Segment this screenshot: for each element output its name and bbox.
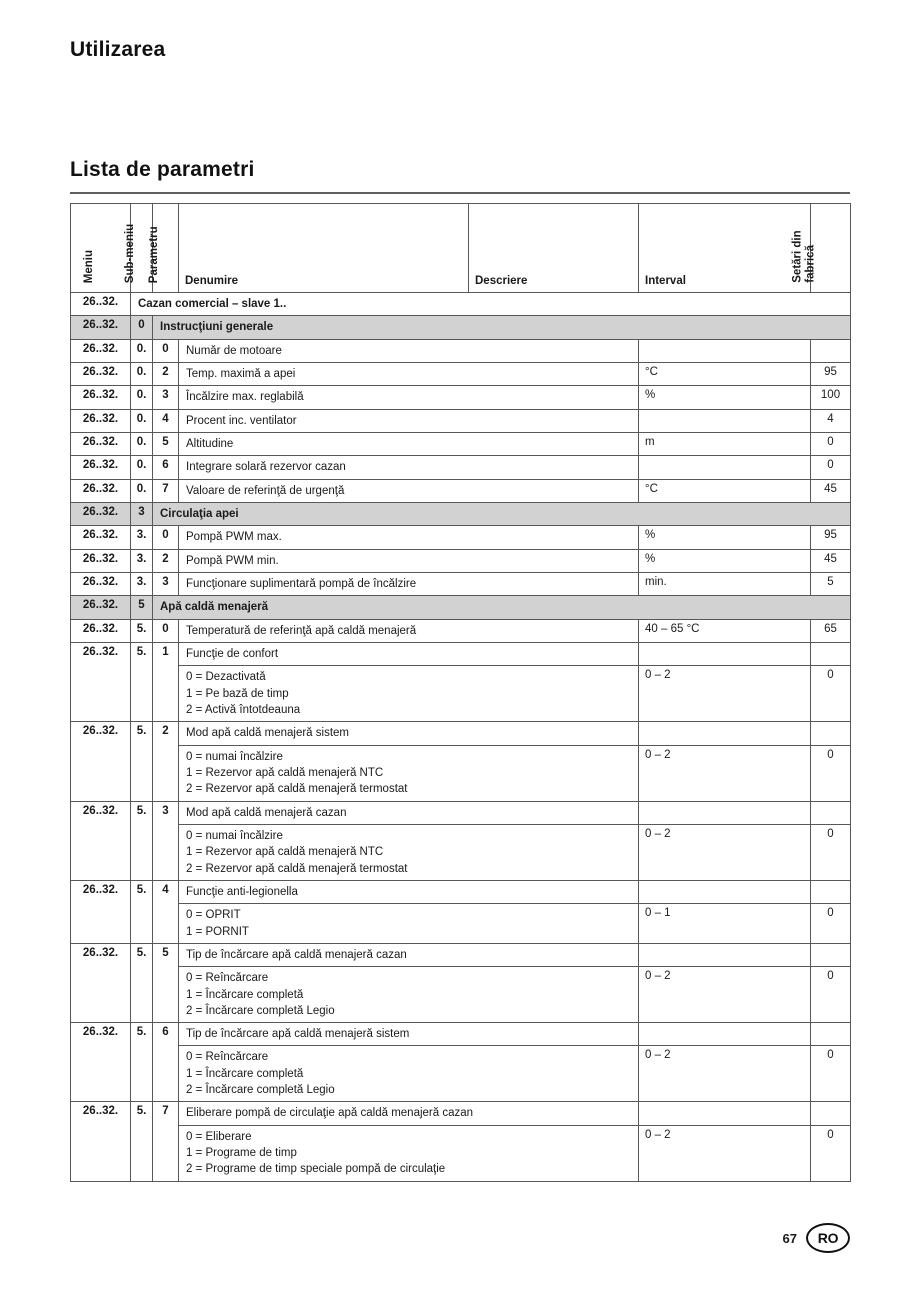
- cell-range: min.: [639, 572, 811, 595]
- option-line: 0 = numai încălzire: [186, 750, 283, 763]
- cell-range: %: [639, 526, 811, 549]
- cell-parameter: 7: [153, 479, 179, 502]
- cell-parameter: 6: [153, 456, 179, 479]
- cell-parameter: 6: [153, 1023, 179, 1102]
- option-line: 1 = Rezervor apă caldă menajeră NTC: [186, 766, 384, 779]
- cell-range: %: [639, 386, 811, 409]
- table-row: [71, 943, 851, 966]
- cell-menu: 26..32.: [71, 362, 131, 385]
- table-row-options: [71, 824, 851, 880]
- cell-parameter: 0: [153, 339, 179, 362]
- cell-parameter: 5: [153, 432, 179, 455]
- option-line: 2 = Încărcare completă Legio: [186, 1004, 335, 1017]
- cell-options: [179, 666, 639, 722]
- table-row: [71, 619, 851, 642]
- cell-submenu: 5.: [131, 1023, 153, 1102]
- option-line: 2 = Activă întotdeauna: [186, 703, 301, 716]
- cell-submenu: 5.: [131, 880, 153, 943]
- cell-menu: 26..32.: [71, 339, 131, 362]
- table-row-options: [71, 745, 851, 801]
- cell-factory-empty: [811, 1023, 851, 1046]
- cell-menu: 26..32.: [71, 432, 131, 455]
- cell-group-title: Circulaţia apei: [153, 502, 851, 525]
- cell-menu: 26..32.: [71, 316, 131, 339]
- cell-submenu: 0.: [131, 409, 153, 432]
- cell-name: Temperatură de referinţă apă caldă menajeră: [179, 619, 639, 642]
- cell-parameter: 3: [153, 801, 179, 880]
- cell-range-empty: [639, 722, 811, 745]
- option-line: 0 = Reîncărcare: [186, 1051, 269, 1064]
- cell-name: Temp. maximă a apei: [179, 362, 639, 385]
- cell-submenu: 0.: [131, 386, 153, 409]
- cell-menu: 26..32.: [71, 572, 131, 595]
- header-label-menu: Meniu: [82, 249, 95, 283]
- cell-submenu: 5.: [131, 943, 153, 1022]
- header-cell-parameter: [147, 204, 179, 293]
- cell-range: °C: [639, 362, 811, 385]
- cell-menu: 26..32.: [71, 596, 131, 619]
- cell-range: [639, 339, 811, 362]
- cell-factory: 0: [811, 904, 851, 944]
- cell-factory: 45: [811, 549, 851, 572]
- cell-parameter: 4: [153, 880, 179, 943]
- cell-name: Tip de încărcare apă caldă menajeră cazan: [179, 943, 639, 966]
- option-line: 2 = Încărcare completă Legio: [186, 1084, 335, 1097]
- cell-name: Pompă PWM max.: [179, 526, 639, 549]
- table-row: [71, 722, 851, 745]
- cell-name: Mod apă caldă menajeră sistem: [179, 722, 639, 745]
- cell-factory: 95: [811, 362, 851, 385]
- cell-name: Încălzire max. reglabilă: [179, 386, 639, 409]
- cell-parameter: 3: [153, 386, 179, 409]
- cell-group-title: Apă caldă menajeră: [153, 596, 851, 619]
- cell-parameter: 1: [153, 642, 179, 721]
- cell-factory: 0: [811, 745, 851, 801]
- table-row-group: [71, 596, 851, 619]
- option-line: 0 = Dezactivată: [186, 671, 266, 684]
- option-line: 2 = Rezervor apă caldă menajeră termostat: [186, 783, 408, 796]
- cell-menu: 26..32.: [71, 880, 131, 943]
- cell-name: Funcţionare suplimentară pompă de încălzire: [179, 572, 639, 595]
- cell-submenu: 5.: [131, 722, 153, 801]
- page-footer: [783, 1223, 850, 1253]
- cell-range: 0 – 2: [639, 666, 811, 722]
- cell-parameter: 0: [153, 526, 179, 549]
- cell-factory: 0: [811, 1046, 851, 1102]
- cell-parameter: 5: [153, 943, 179, 1022]
- cell-menu: 26..32.: [71, 943, 131, 1022]
- cell-menu: 26..32.: [71, 722, 131, 801]
- cell-submenu: 5.: [131, 1102, 153, 1181]
- cell-submenu: 5.: [131, 642, 153, 721]
- cell-menu: 26..32.: [71, 479, 131, 502]
- cell-menu: 26..32.: [71, 549, 131, 572]
- table-row-group: [71, 316, 851, 339]
- option-line: 0 = Reîncărcare: [186, 972, 269, 985]
- table-row: [71, 801, 851, 824]
- cell-submenu: 3.: [131, 572, 153, 595]
- section-title: Lista de parametri: [70, 158, 255, 181]
- cell-range-empty: [639, 880, 811, 903]
- cell-factory: 4: [811, 409, 851, 432]
- header-label-factory: Setări din fabrică: [790, 230, 816, 283]
- table-row: [71, 339, 851, 362]
- cell-name: Funcţie de confort: [179, 642, 639, 665]
- option-line: 1 = PORNIT: [186, 925, 249, 938]
- cell-submenu: 0: [131, 316, 153, 339]
- cell-range: %: [639, 549, 811, 572]
- table-row-options: [71, 967, 851, 1023]
- chapter-title: Utilizarea: [70, 38, 166, 61]
- cell-parameter: 0: [153, 619, 179, 642]
- cell-options: [179, 1046, 639, 1102]
- table-row-options: [71, 666, 851, 722]
- cell-menu: 26..32.: [71, 526, 131, 549]
- cell-name: Număr de motoare: [179, 339, 639, 362]
- cell-submenu: 0.: [131, 479, 153, 502]
- cell-range: 0 – 2: [639, 967, 811, 1023]
- cell-submenu: 5.: [131, 801, 153, 880]
- table-row: [71, 456, 851, 479]
- cell-submenu: 0.: [131, 456, 153, 479]
- cell-factory-empty: [811, 801, 851, 824]
- table-body: [71, 293, 851, 1182]
- cell-factory: 65: [811, 619, 851, 642]
- header-cell-menu: [71, 204, 131, 293]
- cell-range: m: [639, 432, 811, 455]
- cell-options: [179, 967, 639, 1023]
- option-line: 1 = Încărcare completă: [186, 988, 304, 1001]
- cell-options: [179, 824, 639, 880]
- header-label-parameter: Parametru: [147, 226, 160, 283]
- cell-range: 0 – 2: [639, 824, 811, 880]
- cell-range: 40 – 65 °C: [639, 619, 811, 642]
- cell-factory: 0: [811, 967, 851, 1023]
- cell-name: Integrare solară rezervor cazan: [179, 456, 639, 479]
- table-row: [71, 1102, 851, 1125]
- cell-menu: 26..32.: [71, 801, 131, 880]
- cell-parameter: 7: [153, 1102, 179, 1181]
- cell-name: Pompă PWM min.: [179, 549, 639, 572]
- header-cell-range: [639, 204, 811, 293]
- header-label-submenu: Sub-meniu: [123, 223, 136, 283]
- cell-submenu: 0.: [131, 339, 153, 362]
- section-divider: [70, 192, 850, 194]
- cell-submenu: 3: [131, 502, 153, 525]
- cell-factory: 100: [811, 386, 851, 409]
- header-label-range: Interval: [645, 275, 686, 287]
- cell-parameter: 3: [153, 572, 179, 595]
- cell-factory-empty: [811, 1102, 851, 1125]
- cell-submenu: 0.: [131, 432, 153, 455]
- cell-menu: 26..32.: [71, 502, 131, 525]
- cell-range-empty: [639, 1023, 811, 1046]
- cell-options: [179, 904, 639, 944]
- cell-name: Funcţie anti-legionella: [179, 880, 639, 903]
- cell-range-empty: [639, 642, 811, 665]
- option-line: 0 = OPRIT: [186, 909, 241, 922]
- cell-range-empty: [639, 943, 811, 966]
- cell-range: [639, 456, 811, 479]
- cell-name: Valoare de referinţă de urgenţă: [179, 479, 639, 502]
- cell-range: 0 – 1: [639, 904, 811, 944]
- option-line: 0 = Eliberare: [186, 1130, 252, 1143]
- header-cell-description: [469, 204, 639, 293]
- cell-factory: 0: [811, 666, 851, 722]
- cell-range: °C: [639, 479, 811, 502]
- header-label-description: Descriere: [475, 275, 528, 287]
- table-row-options: [71, 1046, 851, 1102]
- header-cell-name: [179, 204, 469, 293]
- cell-range: 0 – 2: [639, 1046, 811, 1102]
- header-row: [71, 204, 851, 293]
- parameter-table: [70, 203, 851, 1182]
- table-row: [71, 572, 851, 595]
- cell-factory-empty: [811, 943, 851, 966]
- option-line: 1 = Programe de timp: [186, 1147, 297, 1160]
- cell-factory: 0: [811, 432, 851, 455]
- cell-name: Tip de încărcare apă caldă menajeră sistem: [179, 1023, 639, 1046]
- cell-factory: 0: [811, 824, 851, 880]
- table-row-options: [71, 1125, 851, 1181]
- cell-submenu: 5: [131, 596, 153, 619]
- cell-range-empty: [639, 1102, 811, 1125]
- cell-parameter: 2: [153, 549, 179, 572]
- language-badge: RO: [806, 1223, 850, 1253]
- cell-menu: 26..32.: [71, 409, 131, 432]
- cell-menu: 26..32.: [71, 1102, 131, 1181]
- option-line: 2 = Rezervor apă caldă menajeră termostat: [186, 862, 408, 875]
- cell-submenu: 3.: [131, 549, 153, 572]
- option-line: 1 = Încărcare completă: [186, 1067, 304, 1080]
- table-row: [71, 362, 851, 385]
- table-row: [71, 549, 851, 572]
- table-row-options: [71, 904, 851, 944]
- table-row: [71, 1023, 851, 1046]
- cell-name: Altitudine: [179, 432, 639, 455]
- header-cell-factory: [790, 204, 851, 293]
- option-line: 0 = numai încălzire: [186, 829, 283, 842]
- table-row: [71, 526, 851, 549]
- table-row: [71, 409, 851, 432]
- cell-menu: 26..32.: [71, 1023, 131, 1102]
- cell-parameter: 4: [153, 409, 179, 432]
- cell-factory: 95: [811, 526, 851, 549]
- cell-factory: 0: [811, 456, 851, 479]
- cell-range: 0 – 2: [639, 1125, 811, 1181]
- cell-title: Cazan comercial – slave 1..: [131, 293, 851, 316]
- table-header: [71, 204, 851, 293]
- cell-name: Eliberare pompă de circulaţie apă caldă menajeră cazan: [179, 1102, 639, 1125]
- cell-submenu: 3.: [131, 526, 153, 549]
- cell-options: [179, 745, 639, 801]
- cell-parameter: 2: [153, 722, 179, 801]
- cell-options: [179, 1125, 639, 1181]
- cell-factory-empty: [811, 642, 851, 665]
- cell-range-empty: [639, 801, 811, 824]
- table-row-group: [71, 502, 851, 525]
- option-line: 1 = Rezervor apă caldă menajeră NTC: [186, 846, 384, 859]
- cell-menu: 26..32.: [71, 456, 131, 479]
- table-row: [71, 432, 851, 455]
- cell-factory: 5: [811, 572, 851, 595]
- cell-name: Mod apă caldă menajeră cazan: [179, 801, 639, 824]
- cell-menu: 26..32.: [71, 386, 131, 409]
- cell-menu: 26..32.: [71, 619, 131, 642]
- cell-factory-empty: [811, 880, 851, 903]
- page-number: 67: [782, 1230, 797, 1246]
- cell-name: Procent inc. ventilator: [179, 409, 639, 432]
- table-row: [71, 642, 851, 665]
- cell-submenu: 5.: [131, 619, 153, 642]
- option-line: 2 = Programe de timp speciale pompă de circulaţie: [186, 1163, 446, 1176]
- cell-group-title: Instrucţiuni generale: [153, 316, 851, 339]
- header-label-name: Denumire: [185, 275, 239, 287]
- cell-factory-empty: [811, 722, 851, 745]
- table-row: [71, 479, 851, 502]
- cell-factory: 45: [811, 479, 851, 502]
- table-row: [71, 386, 851, 409]
- cell-range: 0 – 2: [639, 745, 811, 801]
- table-row: [71, 880, 851, 903]
- cell-parameter: 2: [153, 362, 179, 385]
- cell-menu: 26..32.: [71, 293, 131, 316]
- table-row: [71, 293, 851, 316]
- cell-range: [639, 409, 811, 432]
- cell-factory: [811, 339, 851, 362]
- cell-menu: 26..32.: [71, 642, 131, 721]
- option-line: 1 = Pe bază de timp: [186, 687, 289, 700]
- cell-factory: 0: [811, 1125, 851, 1181]
- cell-submenu: 0.: [131, 362, 153, 385]
